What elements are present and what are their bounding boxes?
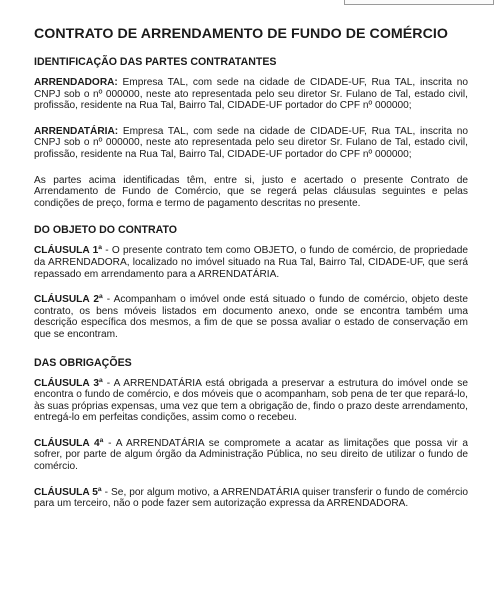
paragraph-body: - Acompanham o imóvel onde está situado o fundo de comércio, objeto deste contrato, os bens móveis listados em documento anexo, onde se encontra também uma descrição específica dos mesmos, a fim de que se possa avaliar o estado de conservação em que se encontram.: [34, 294, 468, 340]
paragraph-lead: ARRENDATÁRIA:: [34, 125, 119, 137]
paragraph-body: - Se, por algum motivo, a ARRENDATÁRIA quiser transferir o fundo de comércio para um terceiro, não o pode fazer sem autorização expressa da ARRENDADORA.: [34, 486, 468, 510]
section-heading-objeto: DO OBJETO DO CONTRATO: [34, 224, 178, 237]
section-heading-obrigacoes: DAS OBRIGAÇÕES: [34, 356, 132, 369]
paragraph-clausula-5: [34, 487, 468, 510]
paragraph-clausula-4: [34, 438, 468, 473]
paragraph-body: - O presente contrato tem como OBJETO, o fundo de comércio, de propriedade da ARRENDADORA, localizado no imóvel situado na Rua Tal, Bairro Tal, CIDADE-UF, que será repassado em arrendamento para a ARRENDATÁRIA.: [34, 245, 469, 280]
paragraph-lead: CLÁUSULA 1ª: [34, 245, 102, 257]
paragraph-lead: CLÁUSULA 3ª: [34, 377, 103, 389]
paragraph-arrendataria: [34, 126, 468, 161]
paragraph-lead: CLÁUSULA 2ª: [34, 294, 103, 306]
paragraph-clausula-1: [34, 245, 468, 280]
paragraph-clausula-2: [34, 294, 468, 340]
paragraph-body: Empresa TAL, com sede na cidade de CIDADE-UF, Rua TAL, inscrita no CNPJ sob o nº 000000, neste ato representada pelo seu diretor Sr. Fulano de Tal, estado civil, profissão, residente na Rua Tal, Bairro Tal, CIDADE-UF portador do CPF nº 000000;: [34, 125, 468, 160]
paragraph-body: - A ARRENDATÁRIA está obrigada a preservar a estrutura do imóvel onde se encontra o fundo de comércio, e dos móveis que o acompanham, sob pena de ter que repará-lo, às suas próprias expensas, uma vez que tem a obrigação de, findo o prazo deste arrendamento, entregá-lo em perfeitas condições, assim como o recebeu.: [34, 377, 469, 424]
section-heading-identificacao: IDENTIFICAÇÃO DAS PARTES CONTRATANTES: [34, 56, 277, 68]
paragraph-arrendadora: [34, 77, 468, 112]
document-title: CONTRATO DE ARRENDAMENTO DE FUNDO DE COMÉRCIO: [34, 26, 448, 42]
paragraph-clausula-3: [34, 378, 468, 424]
paragraph-body: As partes acima identificadas têm, entre si, justo e acertado o presente Contrato de Arrendamento de Fundo de Comércio, que se regerá pelas cláusulas seguintes e pelas condições de preço, forma e termo de pagamento descritas no presente.: [34, 174, 468, 209]
paragraph-body: - A ARRENDATÁRIA se compromete a acatar as limitações que possa vir a sofrer, por parte de algum órgão da Administração Pública, no seu direito de utilizar o fundo de comércio.: [34, 437, 469, 473]
paragraph-lead: CLÁUSULA 5ª: [34, 486, 102, 498]
paragraph-lead: ARRENDADORA:: [34, 77, 118, 88]
paragraph-body: Empresa TAL, com sede na cidade de CIDADE-UF, Rua TAL, inscrita no CNPJ sob o nº 000000, neste ato representada pelo seu diretor Sr. Fulano de Tal, estado civil, profissão, residente na Rua Tal, Bairro Tal, CIDADE-UF portador do CPF nº 000000;: [34, 77, 468, 112]
paragraph-lead: CLÁUSULA 4ª: [34, 437, 104, 449]
paragraph-partes: [34, 175, 468, 210]
top-text-box[interactable]: [344, 0, 494, 5]
contract-document: [34, 25, 468, 524]
